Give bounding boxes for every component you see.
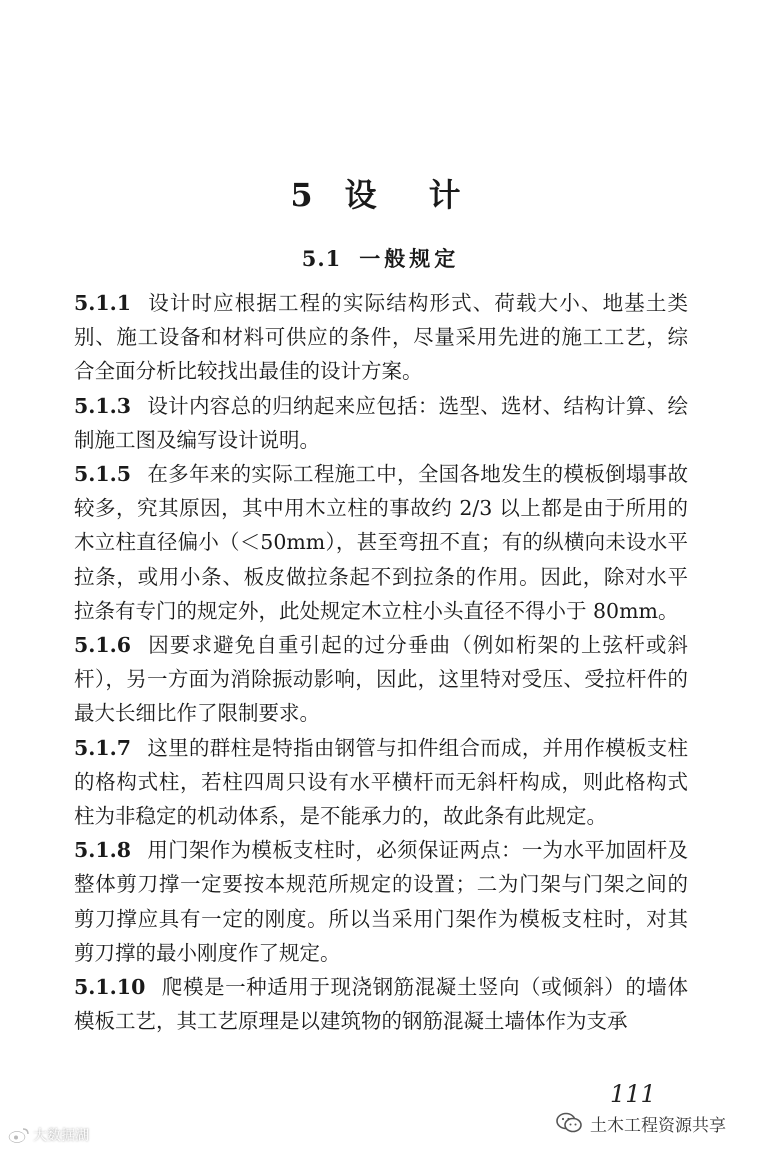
clause-number: 5.1.7 bbox=[74, 735, 132, 760]
chapter-title-text: 设 计 bbox=[344, 176, 471, 214]
weibo-icon bbox=[8, 1126, 30, 1144]
body-text bbox=[74, 286, 688, 1038]
clause-number: 5.1.6 bbox=[74, 633, 132, 658]
wechat-icon bbox=[556, 1112, 582, 1134]
clause-number: 5.1.1 bbox=[74, 291, 132, 315]
watermark-weibo bbox=[8, 1124, 89, 1146]
chapter-title bbox=[0, 170, 761, 216]
section-number: 5.1 bbox=[301, 246, 342, 271]
clause-text: 因要求避免自重引起的过分垂曲（例如桁架的上弦杆或斜杆），另一方面为消除振动影响，因此，这里特对受压、受拉杆件的最大长细比作了限制要求。 bbox=[74, 633, 688, 726]
clause-paragraph bbox=[74, 731, 688, 834]
watermark-wechat-text: 土木工程资源共享 bbox=[590, 1115, 726, 1136]
clause-paragraph bbox=[74, 833, 688, 970]
clause-paragraph bbox=[74, 457, 688, 628]
clause-number: 5.1.5 bbox=[74, 462, 132, 487]
clause-text: 设计内容总的归纳起来应包括：选型、选材、结构计算、绘制施工图及编写设计说明。 bbox=[74, 393, 688, 452]
clause-number: 5.1.10 bbox=[74, 975, 146, 1000]
clause-text: 设计时应根据工程的实际结构形式、荷载大小、地基土类别、施工设备和材料可供应的条件，尽量采用先进的施工工艺，综合全面分析比较找出最佳的设计方案。 bbox=[74, 291, 688, 384]
clause-number: 5.1.3 bbox=[74, 393, 132, 418]
clause-paragraph bbox=[74, 286, 688, 389]
clause-text: 这里的群柱是特指由钢管与扣件组合而成，并用作模板支柱的格构式柱，若柱四周只设有水平横杆而无斜杆构成，则此格构式柱为非稳定的机动体系，是不能承力的，故此条有此规定。 bbox=[74, 735, 688, 829]
chapter-number: 5 bbox=[290, 176, 323, 214]
clause-text: 爬模是一种适用于现浇钢筋混凝土竖向（或倾斜）的墙体模板工艺，其工艺原理是以建筑物的钢筋混凝土墙体作为支承 bbox=[74, 975, 688, 1034]
clause-number: 5.1.8 bbox=[74, 838, 132, 863]
clause-paragraph bbox=[74, 970, 688, 1038]
section-title-text: 一般规定 bbox=[359, 246, 460, 271]
watermark-weibo-text: 大数据湖 bbox=[33, 1128, 89, 1144]
page-number: 111 bbox=[610, 1080, 656, 1108]
clause-paragraph bbox=[74, 628, 688, 731]
watermark-wechat bbox=[556, 1110, 726, 1136]
section-title bbox=[0, 243, 761, 273]
clause-text: 用门架作为模板支柱时，必须保证两点：一为水平加固杆及整体剪刀撑一定要按本规范所规定的设置；二为门架与门架之间的剪刀撑应具有一定的刚度。所以当采用门架作为模板支柱时，对其剪刀撑的最小刚度作了规定。 bbox=[74, 838, 688, 965]
clause-paragraph bbox=[74, 389, 688, 457]
clause-text: 在多年来的实际工程施工中，全国各地发生的模板倒塌事故较多，究其原因，其中用木立柱的事故约 2/3 以上都是由于所用的木立柱直径偏小（＜50mm），甚至弯扭不直；有的纵横向未设水平拉条，或用小条、板皮做拉条起不到拉条的作用。因此，除对水平拉条有专门的规定外，此处规定木立柱小头直径不得小于 80mm。 bbox=[74, 462, 688, 623]
